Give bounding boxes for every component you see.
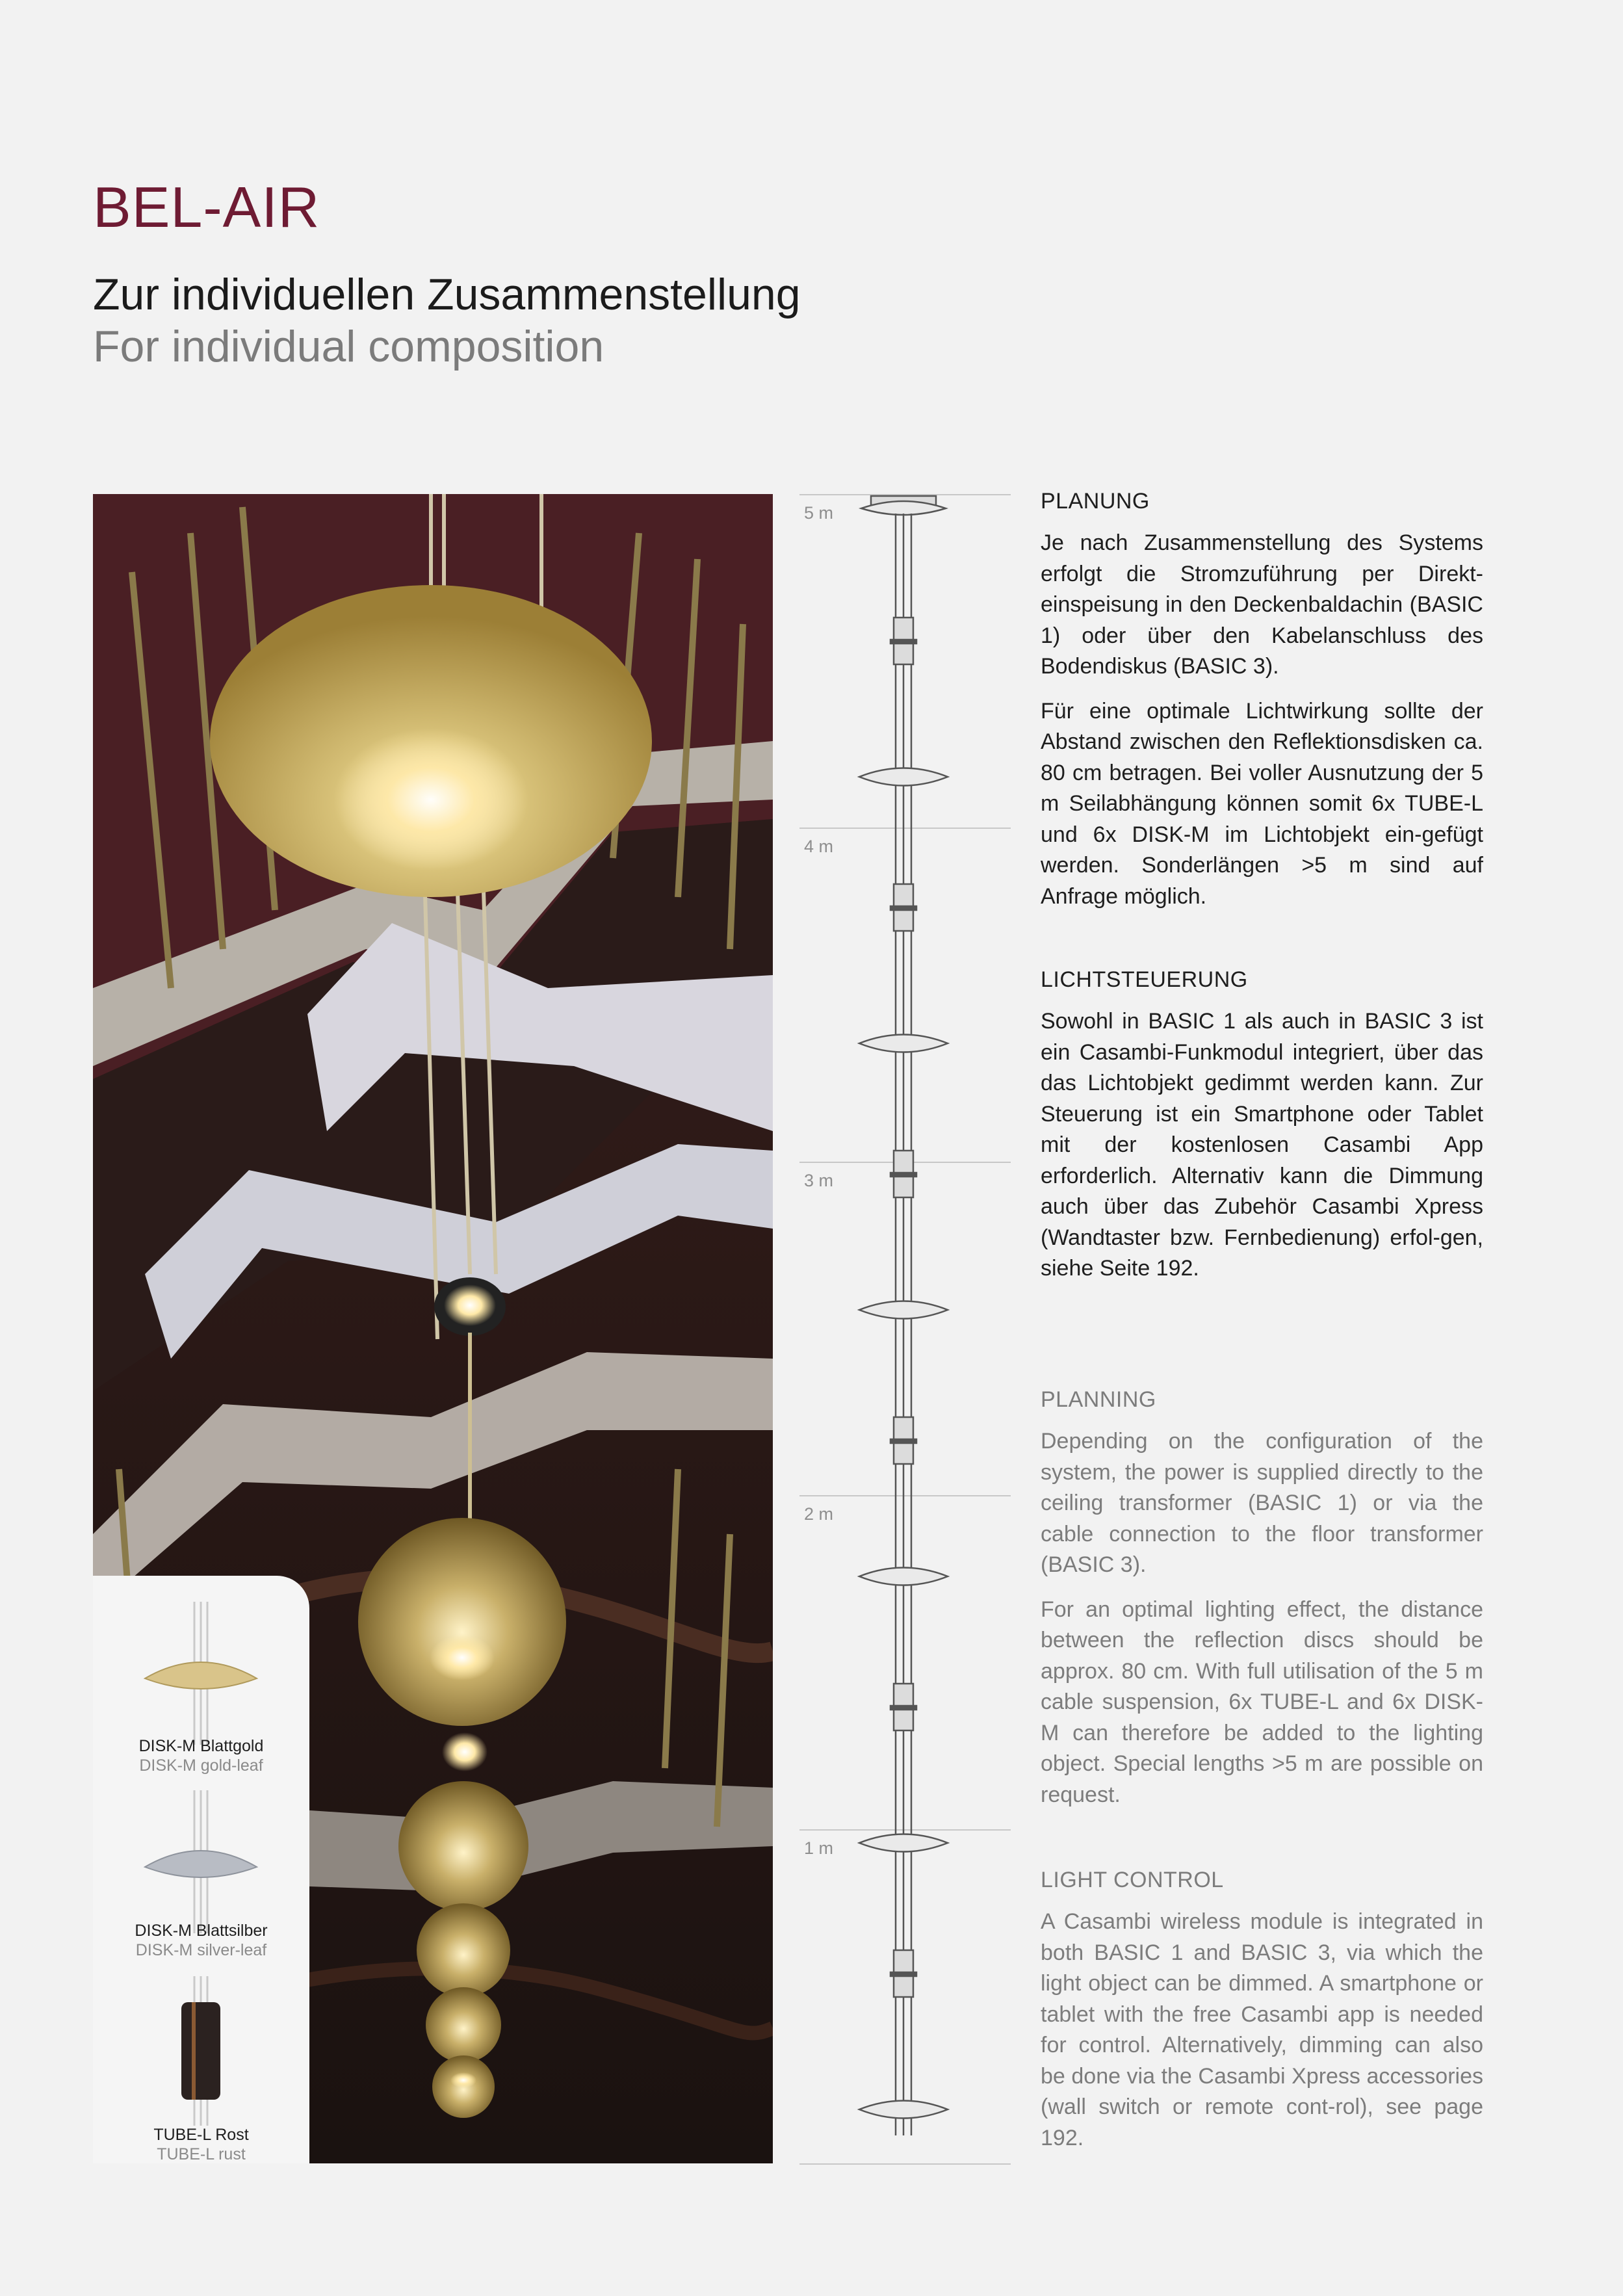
- planning-heading-de: PLANUNG: [1041, 489, 1150, 514]
- control-heading-de: LICHTSTEUERUNG: [1041, 967, 1248, 992]
- english-planning-section: [1041, 1387, 1483, 1810]
- control-paragraph-de: Sowohl in BASIC 1 als auch in BASIC 3 ist ein Casambi-Funkmodul integriert, über das das Lichtobjekt gedimmt werden kann. Zur Steuerung ist ein Smartphone oder Tablet mit der kostenlosen Casambi App erforderlich. Alternativ kann die Dimmung auch über das Zubehör Casambi Xpress (Wandtaster bzw. Fernbedienung) erfol-gen, siehe Seite 192.: [1041, 1009, 1483, 1281]
- control-paragraph-en: A Casambi wireless module is integrated in both BASIC 1 and BASIC 3, via which the light object can be dimmed. A smartphone or tablet with the free Casambi app is needed for control. Alternatively, dimming can also be done via the Casambi Xpress accessories (wall switch or remote cont-rol), see page 192.: [1041, 1909, 1483, 2150]
- scale-label: 2 m: [804, 1504, 834, 1524]
- variant-name-en: TUBE-L rust: [157, 2145, 246, 2163]
- planning-paragraph-2-en: For an optimal lighting effect, the distance between the reflection discs should be approx. 80 cm. With full utilisation of the 5 m cable suspension, 6x TUBE-L and 6x DISK-M can therefore be added to the lighting object. Special lengths >5 m are possible on request.: [1041, 1597, 1483, 1807]
- scale-label: 3 m: [804, 1171, 834, 1190]
- variant-name-de: DISK-M Blattgold: [138, 1737, 264, 1755]
- planning-paragraph-2-de: Für eine optimale Lichtwirkung sollte der Abstand zwischen den Reflektionsdisken ca. 80 cm betragen. Bei voller Ausnutzung der 5 m Seilabhängung können somit 6x TUBE-L und 6x DISK-M im Lichtobjekt ein-gefügt werden. Sonderlängen >5 m sind auf Anfrage möglich.: [1041, 698, 1483, 909]
- german-control-section: [1041, 967, 1483, 1285]
- variants-panel: [93, 1576, 309, 2163]
- planning-heading-en: PLANNING: [1041, 1387, 1156, 1412]
- variant-name-de: TUBE-L Rost: [153, 2126, 249, 2144]
- planning-paragraph-1-en: Depending on the configuration of the system, the power is supplied directly to the ceiling transformer (BASIC 1) or via the cable connection to the floor transformer (BASIC 3).: [1041, 1429, 1483, 1577]
- subtitle-english: For individual composition: [93, 322, 604, 371]
- height-scale-diagram: [799, 494, 1011, 2165]
- scale-label: 4 m: [804, 837, 834, 856]
- control-heading-en: LIGHT CONTROL: [1041, 1868, 1224, 1892]
- subtitle-german: Zur individuellen Zusammenstellung: [93, 270, 801, 319]
- scale-label: 1 m: [804, 1838, 834, 1858]
- disk-silver-icon: [132, 1790, 270, 1933]
- page-title: BEL-AIR: [93, 175, 320, 239]
- disk-gold-icon: [132, 1602, 270, 1745]
- planning-paragraph-1-de: Je nach Zusammenstellung des Systems erfolgt die Stromzuführung per Direkt-einspeisung in den Deckenbaldachin (BASIC 1) oder über den Kabelanschluss des Bodendiskus (BASIC 3).: [1041, 530, 1483, 679]
- variant-name-de: DISK-M Blattsilber: [135, 1922, 268, 1940]
- english-control-section: [1041, 1868, 1483, 2154]
- scale-label: 5 m: [804, 503, 834, 523]
- tube-rust-icon: [132, 1976, 270, 2126]
- lamp-technical-drawing: [799, 494, 1011, 2165]
- variant-name-en: DISK-M gold-leaf: [139, 1756, 263, 1775]
- variant-name-en: DISK-M silver-leaf: [135, 1941, 267, 1959]
- german-planning-section: [1041, 489, 1483, 912]
